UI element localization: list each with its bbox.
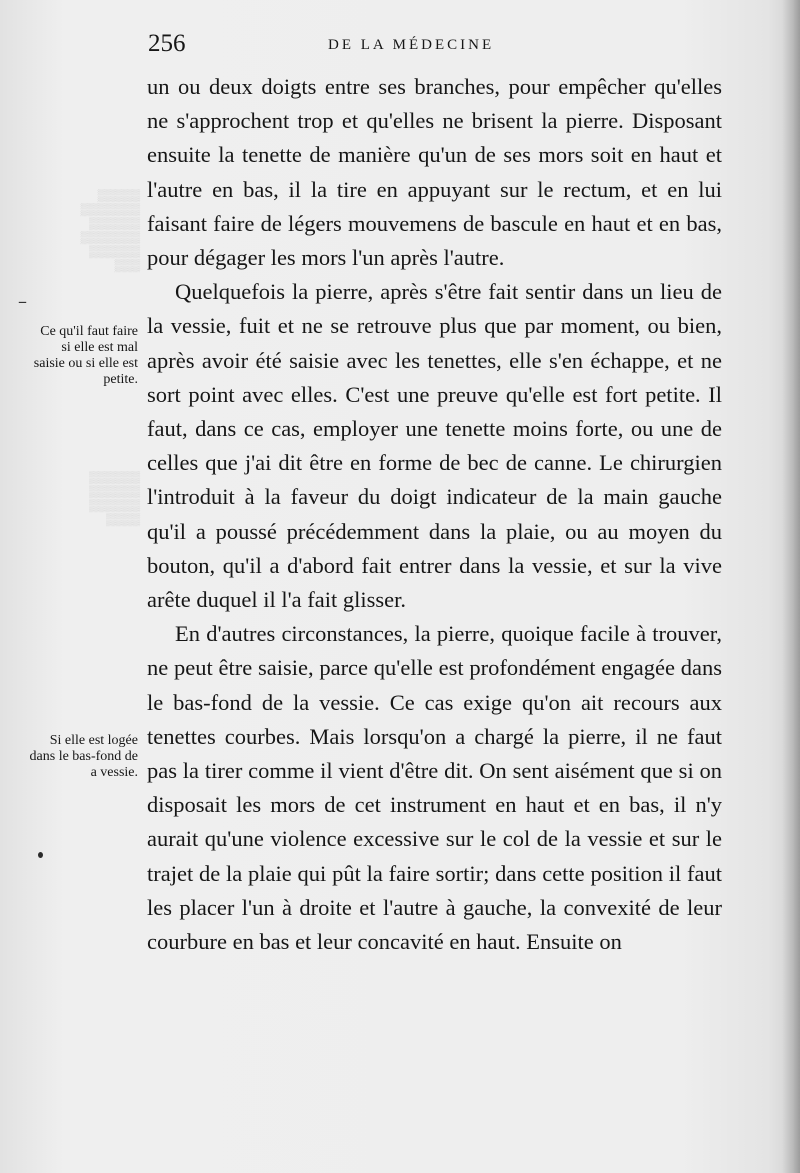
show-through-text: ▒▒▒▒▒ ▒▒▒▒▒▒▒ ▒▒▒▒▒▒ ▒▒▒▒▒▒▒ ▒▒▒▒▒▒ ▒▒▒ xyxy=(80,188,140,272)
spine-shadow xyxy=(782,0,800,1173)
ink-speck xyxy=(38,852,43,858)
show-through-text: ▒▒▒▒▒▒ ▒▒▒▒▒▒ ▒▒▒▒▒▒ ▒▒▒▒ xyxy=(88,470,140,526)
body-text xyxy=(147,70,722,959)
running-head: DE LA MÉDECINE xyxy=(328,37,495,53)
margin-note: Ce qu'il faut faire si elle est mal saisie ou si elle est petite. xyxy=(33,324,138,387)
margin-mark: – xyxy=(18,291,27,312)
margin-note: Si elle est logée dans le bas-fond de a vessie. xyxy=(29,733,138,780)
paragraph: un ou deux doigts entre ses branches, pour empêcher qu'elles ne s'approchent trop et qu'elles ne brisent la pierre. Disposant ensuite la tenette de manière qu'un de ses mors soit en haut et l'autre en bas, il la tire en appuyant sur le rectum, et en lui faisant faire de légers mouvemens de bascule en haut et en bas, pour dégager les mors l'un après l'autre. xyxy=(147,74,722,271)
page-header xyxy=(148,30,720,60)
paragraph: En d'autres circonstances, la pierre, quoique facile à trouver, ne peut être saisie, parce qu'elle est profondément engagée dans le bas-fond de la vessie. Ce cas exige qu'on ait recours aux tenettes courbes. Mais lorsqu'on a chargé la pierre, il ne faut pas la tirer comme il vient d'être dit. On sent aisément que si on disposait les mors de cet instrument en haut et en bas, il n'y aurait qu'une violence excessive sur le col de la vessie et sur le trajet de la plaie qui pût la faire sortir; dans cette position il faut les placer l'un à droite et l'autre à gauche, la convexité de leur courbure en bas et leur concavité en haut. Ensuite on xyxy=(147,621,722,955)
page-number: 256 xyxy=(148,30,186,57)
paragraph: Quelquefois la pierre, après s'être fait sentir dans un lieu de la vessie, fuit et ne se retrouve plus que par moment, ou bien, après avoir été saisie avec les tenettes, elle s'en échappe, et ne sort point avec elles. C'est une preuve qu'elle est fort petite. Il faut, dans ce cas, employer une tenette moins forte, ou une de celles que j'ai dit être en forme de bec de canne. Le chirurgien l'introduit à la faveur du doigt indicateur de la main gauche qu'il a poussé précédemment dans la plaie, ou au moyen du bouton, qu'il a d'abord fait entrer dans la vessie, et sur la vive arête duquel il l'a fait glisser. xyxy=(147,279,722,613)
